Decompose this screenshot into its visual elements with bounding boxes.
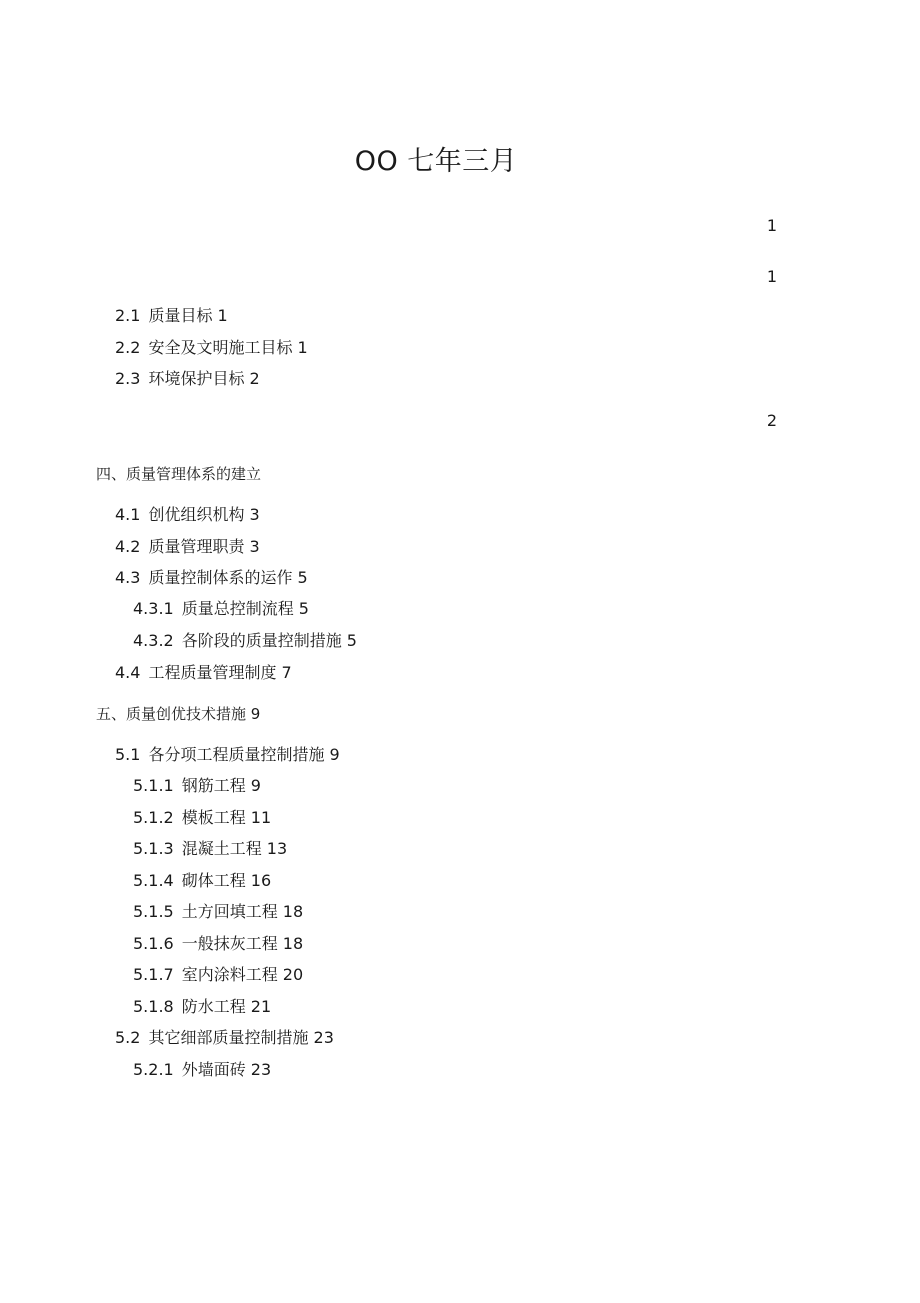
toc-entry-text: 安全及文明施工目标 1	[148, 338, 308, 357]
toc-entry-number: 4.3	[115, 568, 141, 587]
toc-page-number: 2	[766, 411, 777, 430]
toc-entry-text: 质量控制体系的运作 5	[148, 568, 308, 587]
toc-entry-text: 质量目标 1	[148, 306, 228, 325]
toc-entry-text: 防水工程 21	[181, 997, 272, 1016]
toc-entry-number: 5.1.3	[133, 839, 174, 858]
toc-entry-number: 4.2	[115, 537, 141, 556]
toc-entry	[133, 901, 303, 923]
toc-entry-number: 4.4	[115, 663, 141, 682]
toc-entry-number: 4.1	[115, 505, 141, 524]
toc-entry-number: 5.1.7	[133, 965, 174, 984]
document-date-title: OO 七年三月	[354, 146, 518, 177]
toc-entry-number: 5.1.2	[133, 808, 174, 827]
toc-entry	[133, 775, 261, 797]
toc-chapter-heading	[96, 703, 260, 725]
toc-entry-number: 5.1	[115, 745, 141, 764]
toc-entry	[133, 630, 357, 652]
toc-entry-text: 质量管理职责 3	[148, 537, 260, 556]
toc-entry-number: 5.1.8	[133, 997, 174, 1016]
toc-entry-text: 五、质量创优技术措施 9	[96, 705, 261, 723]
toc-entry-number: 2.1	[115, 306, 141, 325]
toc-entry	[115, 567, 308, 589]
toc-chapter-heading	[96, 463, 261, 485]
toc-entry-text: 各分项工程质量控制措施 9	[148, 745, 340, 764]
toc-entry-text: 外墙面砖 23	[181, 1060, 272, 1079]
toc-page-number: 1	[766, 216, 777, 235]
toc-entry-text: 各阶段的质量控制措施 5	[181, 631, 357, 650]
toc-entry-text: 一般抹灰工程 18	[181, 934, 304, 953]
toc-entry-text: 其它细部质量控制措施 23	[148, 1028, 334, 1047]
toc-entry-text: 土方回填工程 18	[181, 902, 304, 921]
toc-entry	[133, 1059, 271, 1081]
toc-entry-text: 四、质量管理体系的建立	[96, 465, 262, 483]
toc-entry-number: 5.2.1	[133, 1060, 174, 1079]
toc-entry-text: 环境保护目标 2	[148, 369, 260, 388]
toc-entry	[115, 337, 308, 359]
toc-entry-text: 创优组织机构 3	[148, 505, 260, 524]
toc-entry	[133, 807, 271, 829]
toc-entry-number: 4.3.1	[133, 599, 174, 618]
toc-entry-text: 质量总控制流程 5	[181, 599, 309, 618]
toc-entry-text: 砌体工程 16	[181, 871, 272, 890]
toc-entry	[115, 1027, 334, 1049]
toc-entry-number: 4.3.2	[133, 631, 174, 650]
toc-entry-text: 模板工程 11	[181, 808, 272, 827]
toc-page-number: 1	[766, 267, 777, 286]
toc-entry	[115, 504, 260, 526]
toc-entry-text: 工程质量管理制度 7	[148, 663, 292, 682]
toc-entry	[133, 933, 303, 955]
toc-entry-number: 5.2	[115, 1028, 141, 1047]
toc-entry-number: 5.1.1	[133, 776, 174, 795]
toc-entry	[115, 536, 260, 558]
toc-entry	[133, 598, 309, 620]
toc-entry	[133, 838, 287, 860]
toc-entry	[115, 744, 340, 766]
toc-entry-text: 钢筋工程 9	[181, 776, 261, 795]
toc-entry	[115, 662, 292, 684]
toc-entry-number: 5.1.5	[133, 902, 174, 921]
toc-entry-number: 2.2	[115, 338, 141, 357]
toc-entry	[133, 996, 271, 1018]
toc-entry	[133, 870, 271, 892]
toc-entry-number: 2.3	[115, 369, 141, 388]
toc-entry	[133, 964, 303, 986]
toc-entry-text: 混凝土工程 13	[181, 839, 288, 858]
toc-entry	[115, 305, 228, 327]
toc-entry-text: 室内涂料工程 20	[181, 965, 304, 984]
toc-entry-number: 5.1.6	[133, 934, 174, 953]
toc-entry	[115, 368, 260, 390]
toc-entry-number: 5.1.4	[133, 871, 174, 890]
